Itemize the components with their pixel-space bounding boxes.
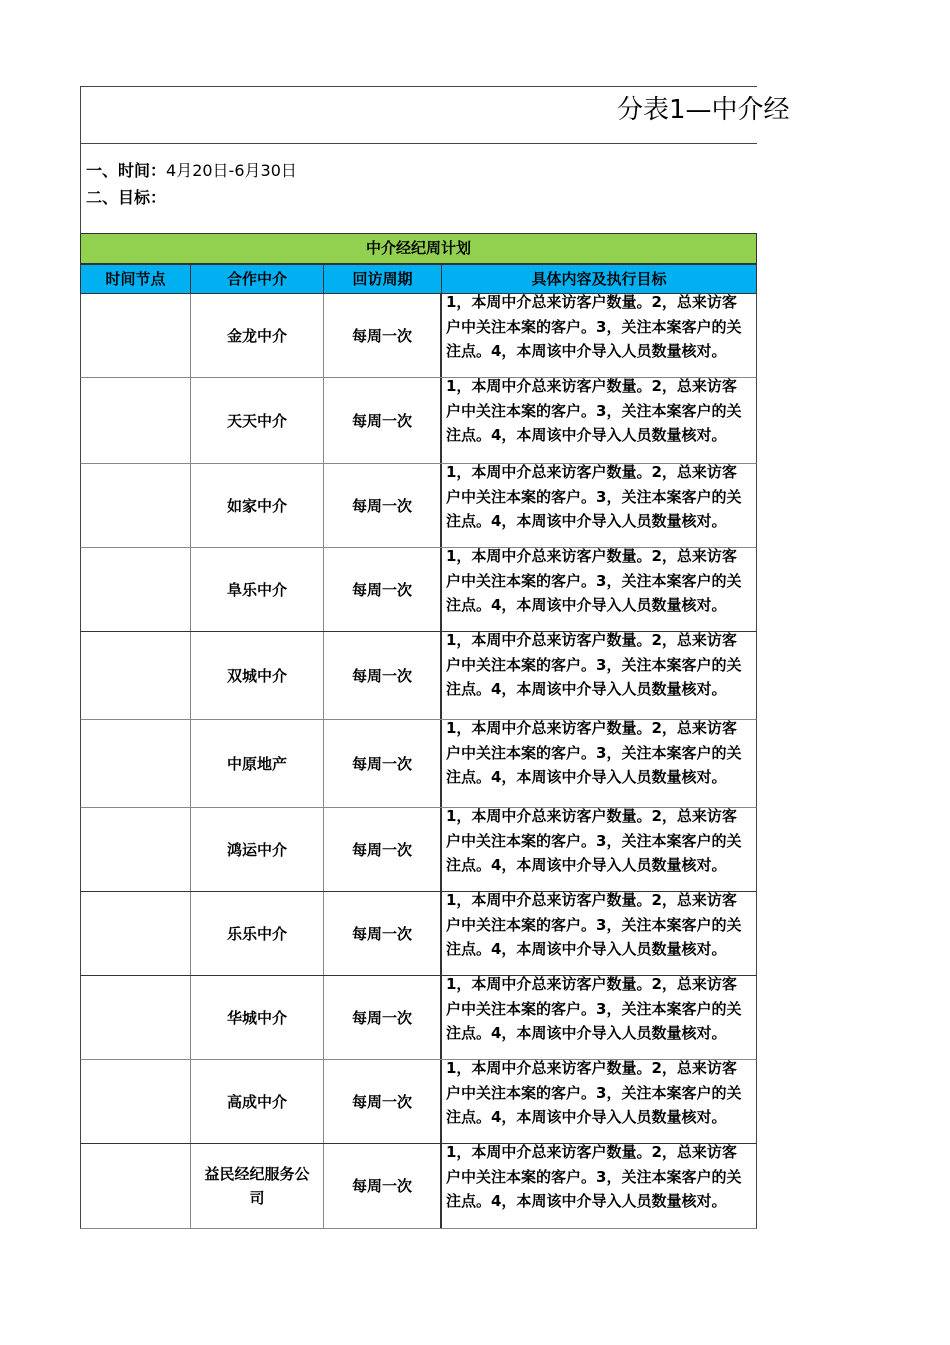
agency-cell: 中原地产 [191,720,324,807]
table-row [80,548,757,632]
cycle-cell: 每周一次 [324,464,442,547]
agency-cell: 益民经纪服务公司 [191,1144,324,1228]
time-line [86,158,297,181]
table-row [80,720,757,808]
header-time-node: 时间节点 [81,265,191,293]
header-agency: 合作中介 [191,265,324,293]
content-text: 1，本周中介总来访客户数量。2，总来访客户中关注本案的客户。3，关注本案客户的关注点。4，本周该中介导入人员数量核对。 [446,807,742,874]
agency-cell: 乐乐中介 [191,892,324,975]
table-row [80,464,757,548]
header-cycle: 回访周期 [324,265,442,293]
time-value: 4月20日-6月30日 [166,161,297,180]
title-row [80,86,790,144]
cycle-cell: 每周一次 [324,976,442,1059]
content-cell [442,892,756,975]
cycle-cell: 每周一次 [324,632,442,719]
table-row [80,294,757,378]
time-node-cell [81,378,191,463]
page-title: 分表1—中介经 [617,95,790,125]
time-node-cell [81,892,191,975]
content-text: 1，本周中介总来访客户数量。2，总来访客户中关注本案的客户。3，关注本案客户的关注点。4，本周该中介导入人员数量核对。 [446,463,742,530]
content-cell [442,632,756,719]
table-row [80,892,757,976]
content-cell [442,294,756,377]
agency-cell: 如家中介 [191,464,324,547]
content-text: 1，本周中介总来访客户数量。2，总来访客户中关注本案的客户。3，关注本案客户的关注点。4，本周该中介导入人员数量核对。 [446,1059,742,1126]
cycle-cell: 每周一次 [324,294,442,377]
agency-cell: 鸿运中介 [191,808,324,891]
content-text: 1，本周中介总来访客户数量。2，总来访客户中关注本案的客户。3，关注本案客户的关注点。4，本周该中介导入人员数量核对。 [446,891,742,958]
table-banner: 中介经纪周计划 [80,233,757,264]
table-row [80,976,757,1060]
content-text: 1，本周中介总来访客户数量。2，总来访客户中关注本案的客户。3，关注本案客户的关注点。4，本周该中介导入人员数量核对。 [446,975,742,1042]
time-node-cell [81,720,191,807]
content-text: 1，本周中介总来访客户数量。2，总来访客户中关注本案的客户。3，关注本案客户的关注点。4，本周该中介导入人员数量核对。 [446,547,742,614]
table-row [80,632,757,720]
cycle-cell: 每周一次 [324,548,442,631]
time-node-cell [81,632,191,719]
agency-cell: 金龙中介 [191,294,324,377]
agency-cell: 华城中介 [191,976,324,1059]
cycle-cell: 每周一次 [324,1060,442,1143]
content-text: 1，本周中介总来访客户数量。2，总来访客户中关注本案的客户。3，关注本案客户的关注点。4，本周该中介导入人员数量核对。 [446,377,742,444]
content-cell [442,548,756,631]
cycle-cell: 每周一次 [324,378,442,463]
agency-cell: 高成中介 [191,1060,324,1143]
table-row [80,808,757,892]
time-node-cell [81,294,191,377]
content-text: 1，本周中介总来访客户数量。2，总来访客户中关注本案的客户。3，关注本案客户的关注点。4，本周该中介导入人员数量核对。 [446,631,742,698]
content-cell [442,976,756,1059]
table-row [80,1144,757,1229]
time-node-cell [81,464,191,547]
cycle-cell: 每周一次 [324,808,442,891]
agency-cell: 双城中介 [191,632,324,719]
content-cell [442,720,756,807]
table-body [80,294,757,1229]
content-text: 1，本周中介总来访客户数量。2，总来访客户中关注本案的客户。3，关注本案客户的关注点。4，本周该中介导入人员数量核对。 [446,719,742,786]
cycle-cell: 每周一次 [324,720,442,807]
time-label: 一、时间： [86,161,167,180]
content-text: 1，本周中介总来访客户数量。2，总来访客户中关注本案的客户。3，关注本案客户的关注点。4，本周该中介导入人员数量核对。 [446,293,742,360]
time-node-cell [81,1144,191,1228]
content-cell [442,1060,756,1143]
content-text: 1，本周中介总来访客户数量。2，总来访客户中关注本案的客户。3，关注本案客户的关注点。4，本周该中介导入人员数量核对。 [446,1143,742,1210]
agency-cell: 天天中介 [191,378,324,463]
header-content: 具体内容及执行目标 [531,270,667,288]
goal-label: 二、目标： [86,188,167,207]
table-row [80,378,757,464]
content-cell [442,808,756,891]
content-cell [442,464,756,547]
time-node-cell [81,808,191,891]
info-section [80,144,757,233]
cycle-cell: 每周一次 [324,1144,442,1228]
goal-line [86,185,166,208]
cycle-cell: 每周一次 [324,892,442,975]
time-node-cell [81,976,191,1059]
time-node-cell [81,548,191,631]
time-node-cell [81,1060,191,1143]
agency-cell: 阜乐中介 [191,548,324,631]
table-row [80,1060,757,1144]
content-cell [442,1144,756,1228]
content-cell [442,378,756,463]
